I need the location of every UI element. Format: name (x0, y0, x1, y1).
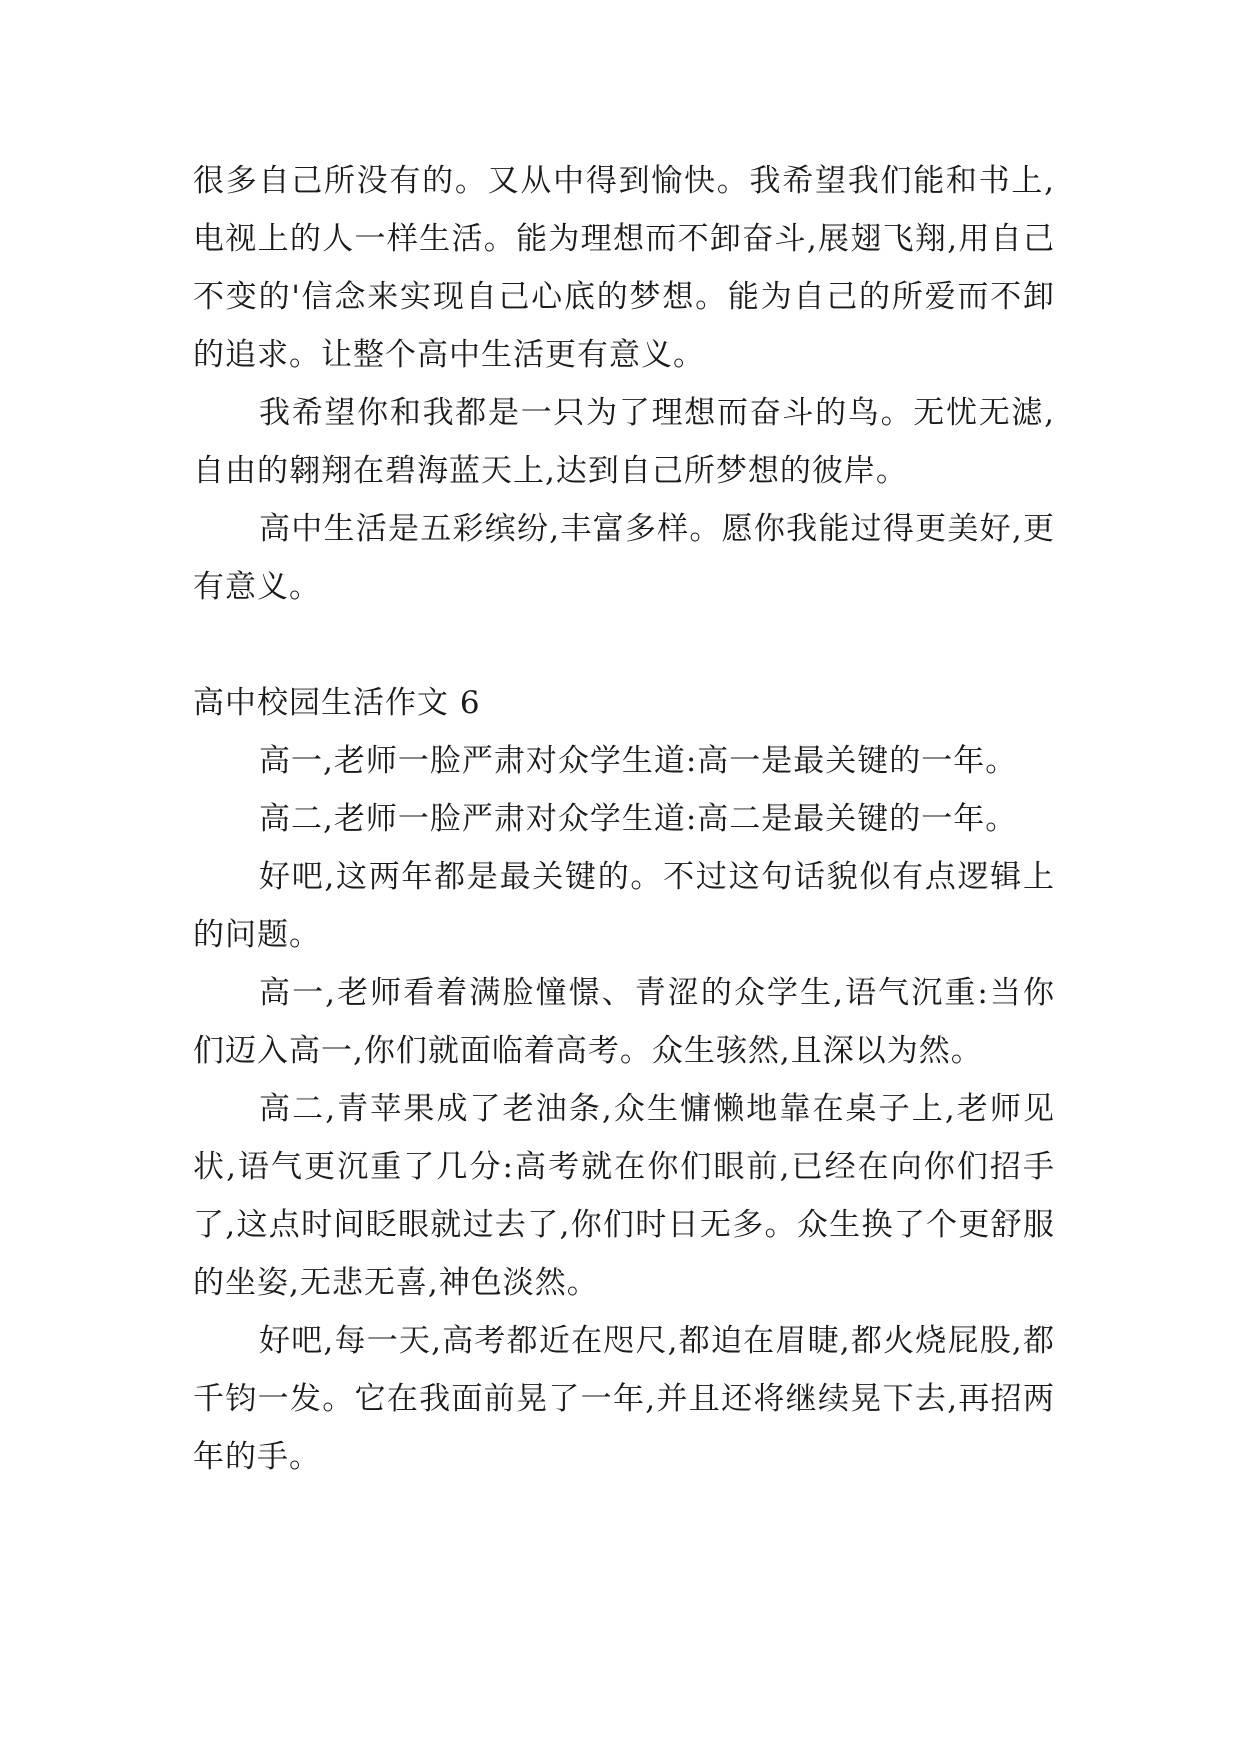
paragraph: 高中生活是五彩缤纷,丰富多样。愿你我能过得更美好,更有意义。 (193, 511, 1055, 605)
paragraph: 我希望你和我都是一只为了理想而奋斗的鸟。无忧无滤,自由的翱翔在碧海蓝天上,达到自己所梦想的彼岸。 (193, 395, 1055, 489)
paragraph: 好吧,这两年都是最关键的。不过这句话貌似有点逻辑上的问题。 (193, 859, 1055, 953)
paragraph: 好吧,每一天,高考都近在咫尺,都迫在眉睫,都火烧屁股,都千钧一发。它在我面前晃了一年,并且还将继续晃下去,再招两年的手。 (193, 1323, 1055, 1475)
section-title: 高中校园生活作文 6 (193, 685, 481, 721)
document-page (193, 152, 1055, 1486)
paragraph: 高一,老师看着满脸憧憬、青涩的众学生,语气沉重:当你们迈入高一,你们就面临着高考。众生骇然,且深以为然。 (193, 975, 1055, 1069)
paragraph: 高一,老师一脸严肃对众学生道:高一是最关键的一年。 (259, 743, 1018, 779)
paragraph-continuation: 很多自己所没有的。又从中得到愉快。我希望我们能和书上,电视上的人一样生活。能为理想而不卸奋斗,展翅飞翔,用自己不变的'信念来实现自己心底的梦想。能为自己的所爱而不卸的追求。让整个高中生活更有意义。 (193, 163, 1055, 373)
section-spacer (193, 616, 1055, 674)
paragraph: 高二,青苹果成了老油条,众生慵懒地靠在桌子上,老师见状,语气更沉重了几分:高考就在你们眼前,已经在向你们招手了,这点时间眨眼就过去了,你们时日无多。众生换了个更舒服的坐姿,无悲无喜,神色淡然。 (193, 1091, 1055, 1301)
paragraph: 高二,老师一脸严肃对众学生道:高二是最关键的一年。 (259, 801, 1018, 837)
